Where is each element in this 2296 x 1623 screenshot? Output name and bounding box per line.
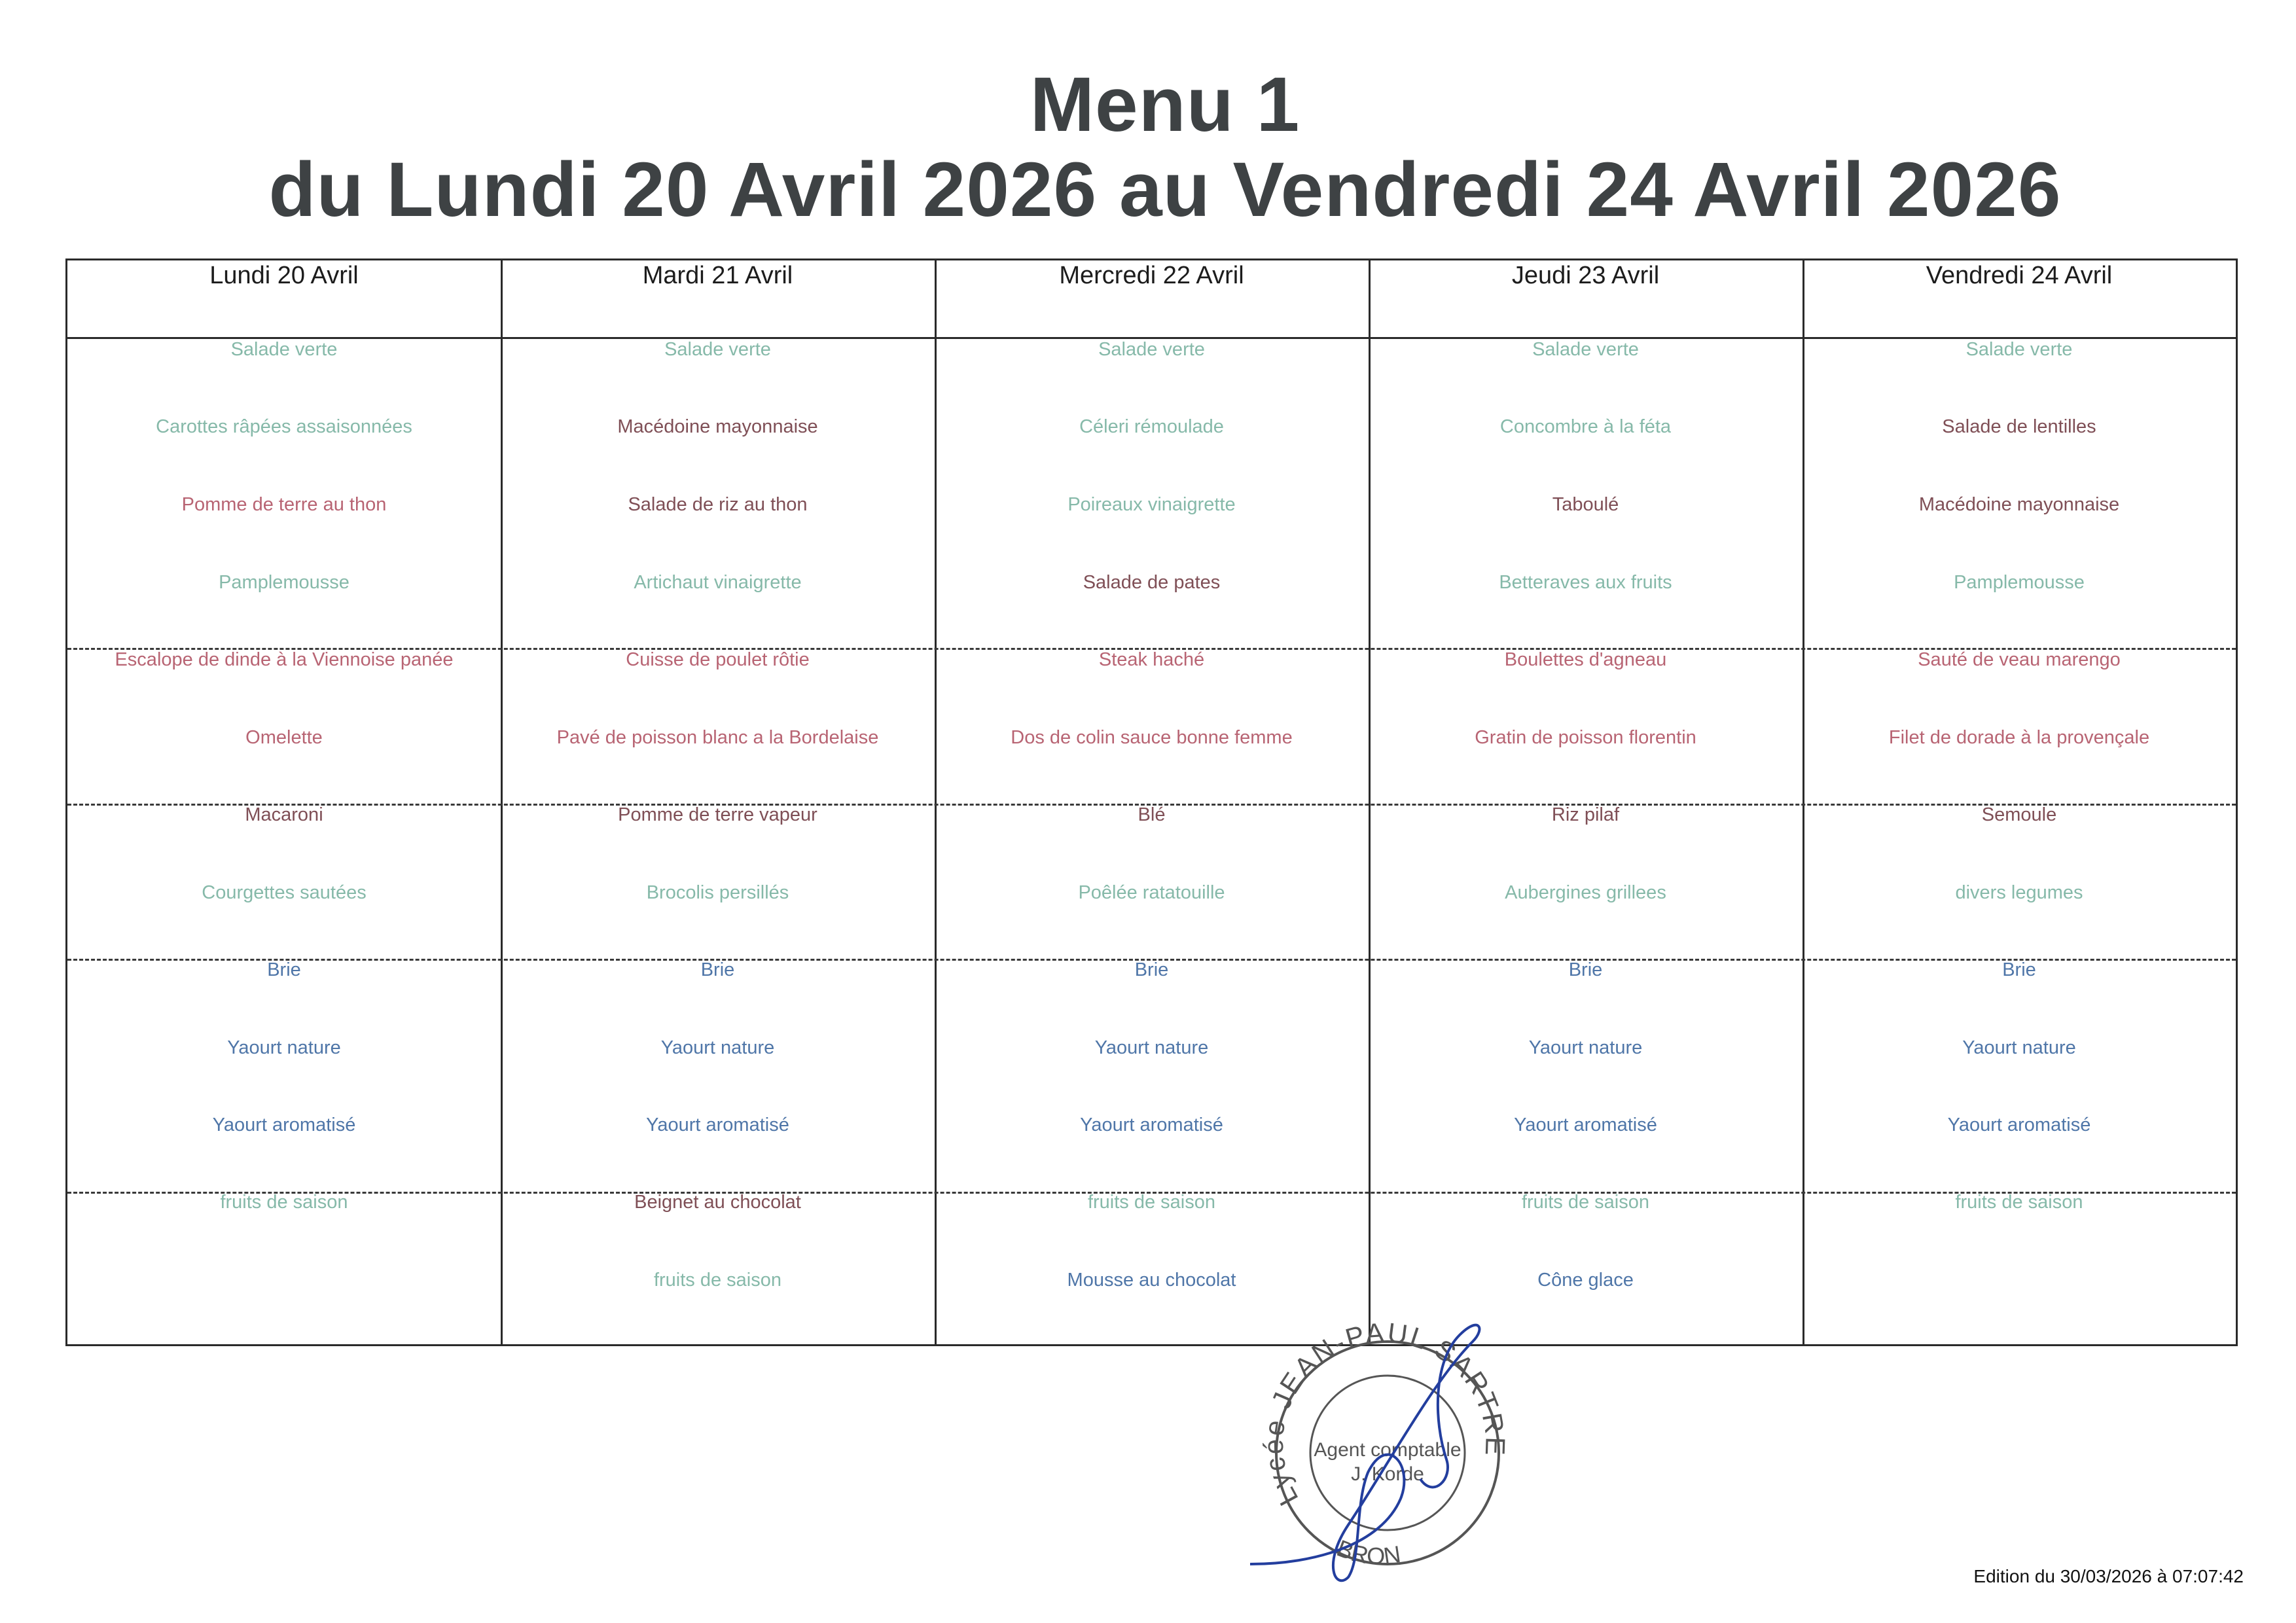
stamp-bottom-text: BRON — [1333, 1534, 1403, 1570]
accompagnement-item: divers legumes — [1955, 882, 2083, 903]
day-header-lundi: Lundi 20 Avril — [209, 262, 359, 289]
laitage-item: Brie — [2002, 959, 2036, 980]
page-title: Menu 1 — [1030, 62, 1300, 148]
laitage-item: Yaourt aromatisé — [646, 1115, 789, 1135]
laitage-item: Yaourt aromatisé — [212, 1115, 356, 1135]
accompagnement-item: Blé — [1138, 804, 1166, 825]
laitage-item: Brie — [700, 959, 735, 980]
day-header-vendredi: Vendredi 24 Avril — [1926, 262, 2113, 289]
day-header-mercredi: Mercredi 22 Avril — [1059, 262, 1244, 289]
day-header-mardi: Mardi 21 Avril — [642, 262, 793, 289]
plat-item: Filet de dorade à la provençale — [1888, 727, 2150, 748]
entree-item: Salade verte — [230, 339, 338, 360]
laitage-item: Yaourt aromatisé — [1514, 1115, 1657, 1135]
entree-item: Salade de lentilles — [1942, 416, 2096, 437]
laitage-item: Yaourt nature — [660, 1037, 775, 1058]
plat-item: Cuisse de poulet rôtie — [626, 649, 810, 670]
entree-item: Artichaut vinaigrette — [634, 572, 802, 593]
dessert-item: Beignet au chocolat — [634, 1192, 801, 1213]
day-column — [1369, 338, 1803, 1346]
plat-item: Sauté de veau marengo — [1918, 649, 2121, 670]
laitage-item: Yaourt nature — [227, 1037, 341, 1058]
entree-item: Salade verte — [1965, 339, 2073, 360]
accompagnement-item: Macaroni — [245, 804, 323, 825]
accompagnement-item: Riz pilaf — [1551, 804, 1620, 825]
school-stamp — [1237, 1302, 1538, 1603]
entree-item: Carottes râpées assaisonnées — [156, 416, 412, 437]
day-column — [501, 338, 935, 1346]
accompagnement-item: Courgettes sautées — [202, 882, 367, 903]
laitage-item: Brie — [1568, 959, 1603, 980]
plat-item: Boulettes d'agneau — [1504, 649, 1667, 670]
entree-item: Salade de pates — [1083, 572, 1221, 593]
accompagnement-item: Semoule — [1981, 804, 2057, 825]
entree-item: Concombre à la féta — [1499, 416, 1672, 437]
laitage-item: Brie — [267, 959, 301, 980]
entree-item: Betteraves aux fruits — [1499, 572, 1672, 593]
day-column — [1803, 338, 2236, 1346]
laitage-item: Yaourt aromatisé — [1080, 1115, 1223, 1135]
stamp-ring-text: Lycée JEAN-PAUL SARTRE — [1257, 1317, 1511, 1511]
stamp-inner-line1: Agent comptable — [1314, 1439, 1462, 1461]
laitage-item: Brie — [1134, 959, 1169, 980]
laitage-item: Yaourt aromatisé — [1947, 1115, 2091, 1135]
entree-item: Pamplemousse — [1954, 572, 2085, 593]
dessert-item: fruits de saison — [653, 1270, 782, 1291]
plat-item: Dos de colin sauce bonne femme — [1011, 727, 1293, 748]
day-column — [67, 338, 501, 1346]
menu-table — [65, 259, 2238, 1346]
laitage-item: Yaourt nature — [1528, 1037, 1643, 1058]
entree-item: Salade de riz au thon — [628, 494, 808, 515]
entree-item: Pomme de terre au thon — [181, 494, 387, 515]
stamp-inner-line2: J. Korde — [1351, 1463, 1424, 1485]
entree-item: Salade verte — [664, 339, 771, 360]
accompagnement-item: Aubergines grillees — [1505, 882, 1666, 903]
plat-item: Gratin de poisson florentin — [1475, 727, 1696, 748]
dessert-item: fruits de saison — [220, 1192, 348, 1213]
accompagnement-item: Pomme de terre vapeur — [618, 804, 817, 825]
entree-item: Salade verte — [1532, 339, 1639, 360]
accompagnement-item: Brocolis persillés — [646, 882, 789, 903]
entree-item: Salade verte — [1098, 339, 1205, 360]
entree-item: Macédoine mayonnaise — [1918, 494, 2120, 515]
dessert-item: Mousse au chocolat — [1067, 1270, 1236, 1291]
plat-item: Steak haché — [1098, 649, 1205, 670]
dessert-item: fruits de saison — [1087, 1192, 1216, 1213]
entree-item: Macédoine mayonnaise — [617, 416, 818, 437]
dessert-item: Cône glace — [1537, 1270, 1634, 1291]
day-header-jeudi: Jeudi 23 Avril — [1511, 262, 1660, 289]
entree-item: Taboulé — [1552, 494, 1619, 515]
day-column — [935, 338, 1369, 1346]
accompagnement-item: Poêlée ratatouille — [1078, 882, 1225, 903]
entree-item: Céleri rémoulade — [1079, 416, 1224, 437]
page-subtitle: du Lundi 20 Avril 2026 au Vendredi 24 Avril 2026 — [268, 147, 2062, 233]
dessert-item: fruits de saison — [1521, 1192, 1650, 1213]
dessert-item: fruits de saison — [1955, 1192, 2083, 1213]
plat-item: Escalope de dinde à la Viennoise panée — [115, 649, 454, 670]
entree-item: Poireaux vinaigrette — [1067, 494, 1236, 515]
plat-item: Pavé de poisson blanc a la Bordelaise — [556, 727, 879, 748]
plat-item: Omelette — [245, 727, 323, 748]
laitage-item: Yaourt nature — [1094, 1037, 1209, 1058]
entree-item: Pamplemousse — [219, 572, 350, 593]
edition-timestamp: Edition du 30/03/2026 à 07:07:42 — [1973, 1566, 2244, 1586]
laitage-item: Yaourt nature — [1962, 1037, 2076, 1058]
